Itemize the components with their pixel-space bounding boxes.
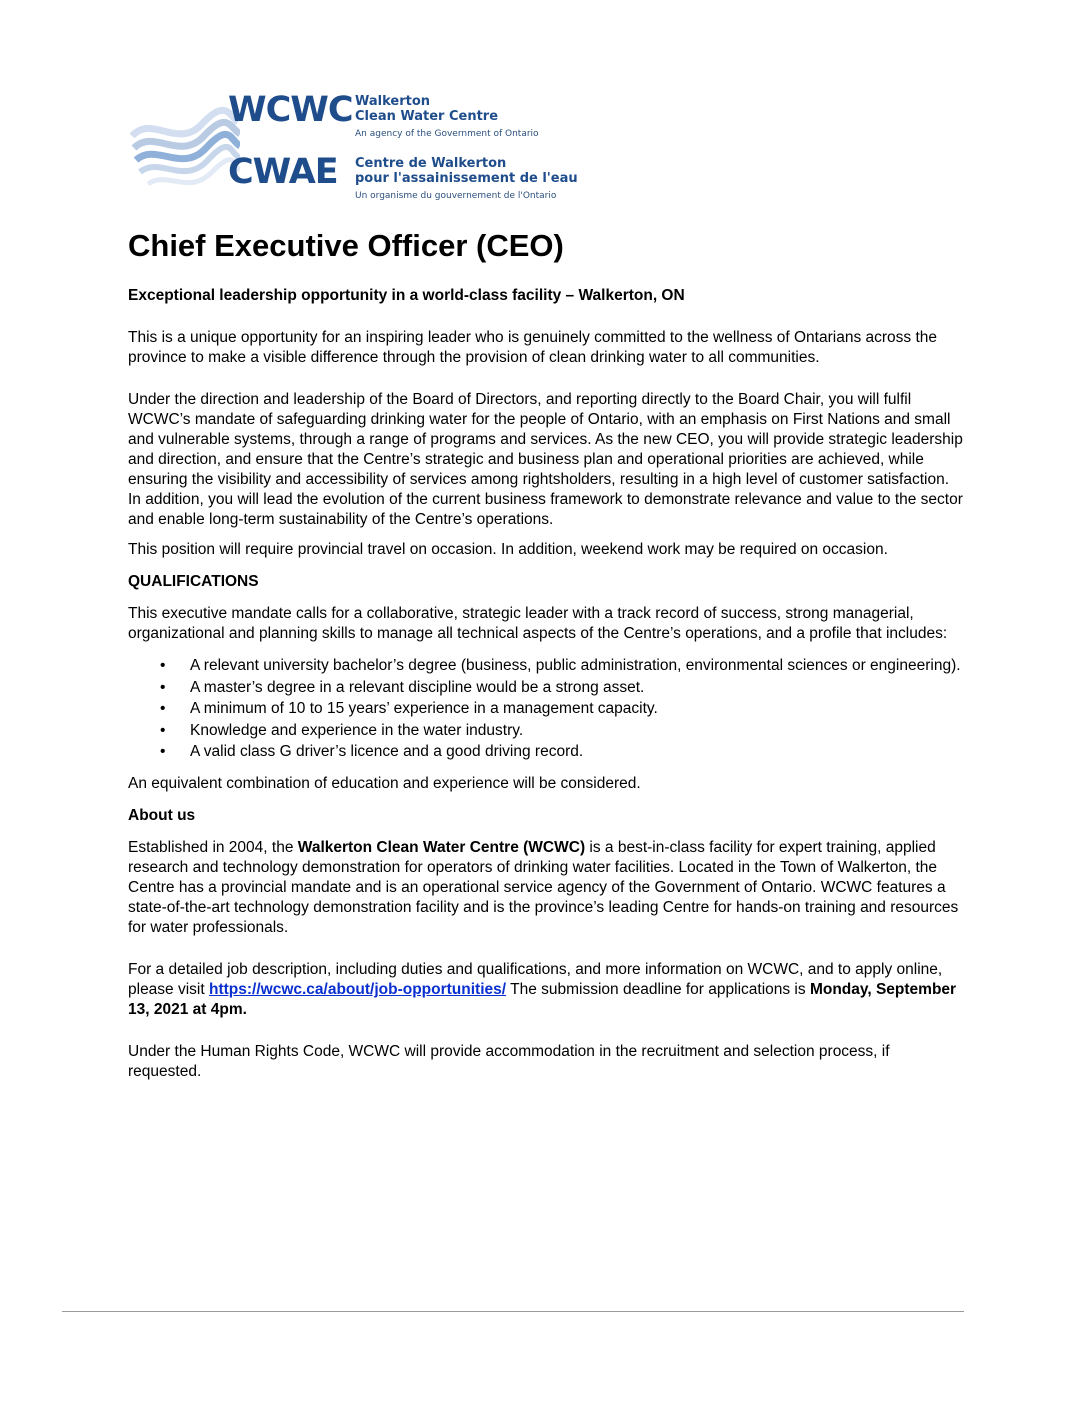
list-item <box>128 678 964 698</box>
organization-name: Walkerton Clean Water Centre (WCWC) <box>297 839 586 857</box>
about-text-pre: Established in 2004, the <box>128 839 298 857</box>
logo-acronym-fr: CWAE <box>228 152 338 192</box>
apply-paragraph <box>128 960 964 1020</box>
logo-acronym-en: WCWC <box>228 90 353 130</box>
wcwc-logo <box>130 88 590 218</box>
document-body <box>128 226 964 1082</box>
travel-paragraph: This position will require provincial travel on occasion. In addition, weekend work may be required on occasion. <box>128 541 888 558</box>
list-item <box>128 656 964 676</box>
list-item <box>128 699 964 719</box>
about-text-post: is a best-in-class facility for expert training, applied research and technology demonstration for operators of drinking water facilities. Located in the Town of Walkerton, the Centre has a provincial mandate and is an operational service agency of the Government of Ontario. WCWC features a state-of-the-art technology demonstration facility and is the province’s leading Centre for hands-on training and resources for water professionals. <box>128 839 959 937</box>
deadline-text: Monday, September 13, 2021 at 4pm. <box>128 981 957 1019</box>
qualifications-heading: QUALIFICATIONS <box>128 573 259 590</box>
apply-text-mid: The submission deadline for applications is <box>506 981 810 999</box>
job-opportunities-link[interactable]: https://wcwc.ca/about/job-opportunities/ <box>208 981 507 999</box>
list-item <box>128 742 964 762</box>
bullet-icon: • <box>160 700 166 718</box>
water-waves-icon <box>130 92 240 202</box>
page-title: Chief Executive Officer (CEO) <box>128 228 564 263</box>
page-subtitle: Exceptional leadership opportunity in a world-class facility – Walkerton, ON <box>128 287 685 304</box>
role-description-paragraph: Under the direction and leadership of the Board of Directors, and reporting directly to the Board Chair, you will fulfil WCWC’s mandate of safeguarding drinking water for the people of Ontario, with an emphasis on First Nations and small and vulnerable systems, through a range of programs and services. As the new CEO, you will provide strategic leadership and direction, and ensure that the Centre’s strategic and business plan and operational priorities are achieved, while ensuring the visibility and accessibility of services among rightsholders, resulting in a high level of customer satisfaction. In addition, you will lead the evolution of the current business framework to demonstrate relevance and value to the sector and enable long-term sustainability of the Centre’s operations. <box>128 391 963 528</box>
qualifications-intro: This executive mandate calls for a collaborative, strategic leader with a track record of success, strong managerial, organizational and planning skills to manage all technical aspects of the Centre’s operations, and a profile that includes: <box>128 605 948 642</box>
list-item-text: Knowledge and experience in the water industry. <box>190 721 524 739</box>
list-item-text: A master’s degree in a relevant discipline would be a strong asset. <box>190 678 645 696</box>
intro-paragraph: This is a unique opportunity for an inspiring leader who is genuinely committed to the wellness of Ontarians across the province to make a visible difference through the provision of clean drinking water to all communities. <box>128 329 938 366</box>
about-heading: About us <box>128 807 196 825</box>
about-paragraph <box>128 838 964 938</box>
list-item-text: A minimum of 10 to 15 years’ experience in a management capacity. <box>190 700 658 718</box>
logo-name-en-line2: Clean Water Centre <box>355 109 499 124</box>
qualifications-list <box>128 656 964 762</box>
bullet-icon: • <box>160 721 166 739</box>
list-item <box>128 721 964 741</box>
apply-text-pre: For a detailed job description, including duties and qualifications, and more information on WCWC, and to apply online, please visit <box>128 961 943 999</box>
footer-divider <box>62 1311 964 1312</box>
logo-tagline-en: An agency of the Government of Ontario <box>355 129 539 139</box>
list-item-text: A relevant university bachelor’s degree (business, public administration, environmental sciences or engineering). <box>190 657 961 674</box>
accommodation-paragraph: Under the Human Rights Code, WCWC will provide accommodation in the recruitment and selection process, if requested. <box>128 1043 890 1081</box>
logo-name-en-line1: Walkerton <box>355 94 431 109</box>
bullet-icon: • <box>160 743 166 761</box>
list-item-text: A valid class G driver’s licence and a good driving record. <box>190 743 584 761</box>
logo-name-fr-line1: Centre de Walkerton <box>355 156 507 171</box>
logo-name-fr-line2: pour l'assainissement de l'eau <box>355 171 578 186</box>
equivalent-experience-note: An equivalent combination of education and experience will be considered. <box>128 775 641 793</box>
bullet-icon: • <box>160 678 166 696</box>
logo-tagline-fr: Un organisme du gouvernement de l'Ontario <box>355 191 557 201</box>
bullet-icon: • <box>160 657 166 674</box>
